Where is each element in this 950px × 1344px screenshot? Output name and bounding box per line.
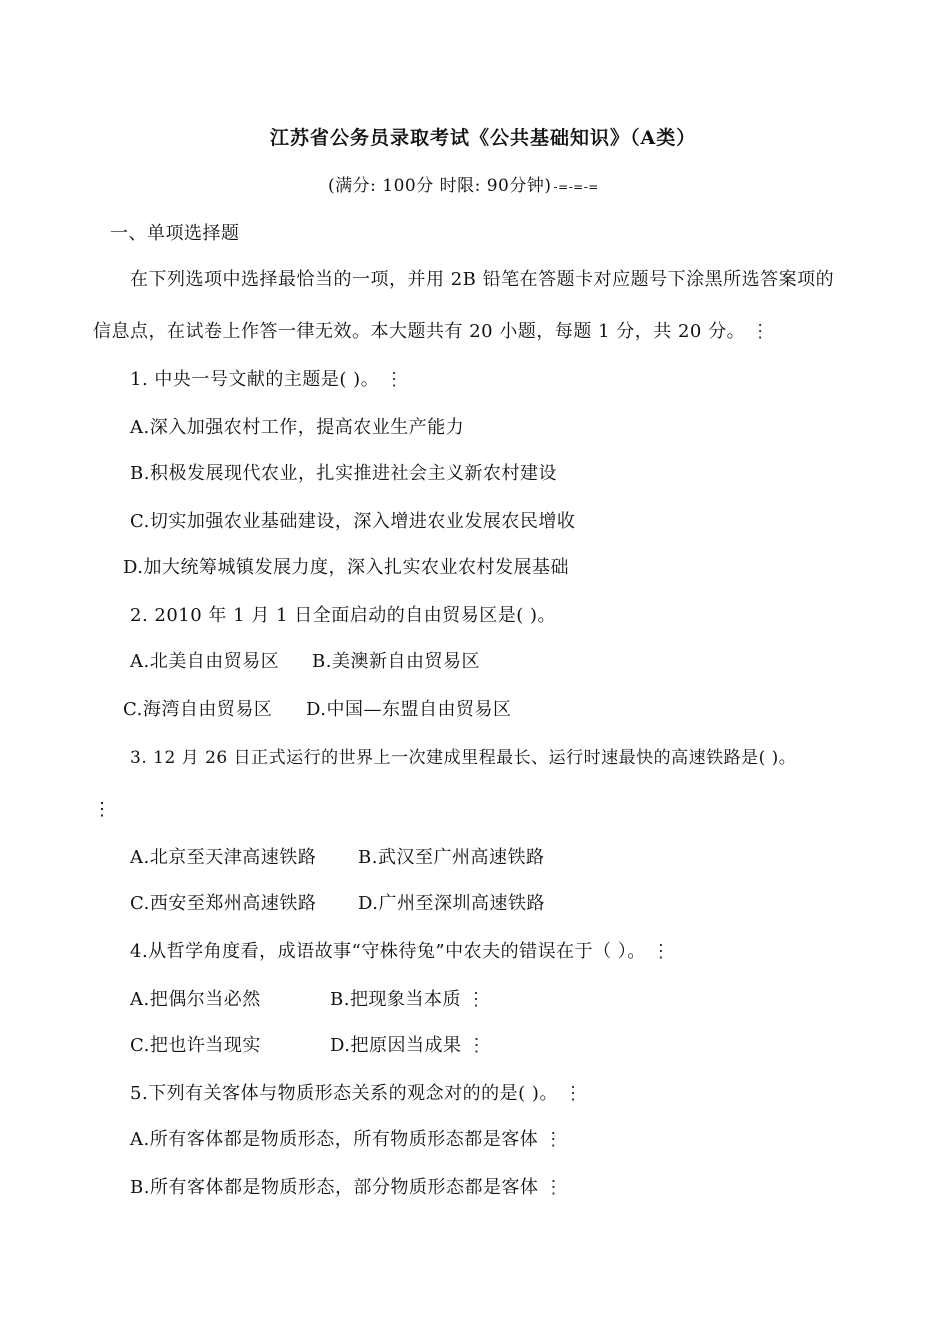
margin-mark: ⋮ <box>563 1083 583 1104</box>
question-3-option-c: C.西安至郑州高速铁路 <box>130 893 317 914</box>
question-4-option-d-text: D.把原因当成果 <box>330 1035 462 1056</box>
margin-mark: ⋮ <box>385 369 404 390</box>
question-5-stem <box>130 1082 582 1106</box>
question-4-stem <box>130 940 670 964</box>
question-5-option-b <box>130 1176 563 1200</box>
subtitle-tail: -=-=-= <box>553 180 599 194</box>
section-heading: 一、单项选择题 <box>110 223 240 244</box>
question-1-option-d: D.加大统筹城镇发展力度，深入扎实农业农村发展基础 <box>123 557 570 578</box>
document-subtitle <box>328 174 599 199</box>
question-1-option-b: B.积极发展现代农业，扎实推进社会主义新农村建设 <box>130 463 557 484</box>
margin-mark: ⋮ <box>93 799 112 820</box>
margin-mark: ⋮ <box>544 1177 563 1198</box>
question-5-option-b-text: B.所有客体都是物质形态，部分物质形态都是客体 <box>130 1177 539 1198</box>
question-2-option-c: C.海湾自由贸易区 <box>123 699 273 720</box>
question-3-option-b: B.武汉至广州高速铁路 <box>358 847 545 868</box>
question-1-option-c: C.切实加强农业基础建设，深入增进农业发展农民增收 <box>130 511 576 532</box>
instructions-line-2 <box>93 320 770 344</box>
question-4-option-b <box>330 988 485 1012</box>
question-4-option-b-text: B.把现象当本质 <box>330 989 461 1010</box>
instructions-line-2-text: 信息点，在试卷上作答一律无效。本大题共有 20 小题，每题 1 分，共 20 分。 <box>93 321 746 342</box>
margin-mark: ⋮ <box>751 321 770 342</box>
question-5-stem-text: 5.下列有关客体与物质形态关系的观念对的的是( )。 <box>130 1083 558 1104</box>
margin-mark: ⋮ <box>467 1035 487 1056</box>
margin-mark: ⋮ <box>651 941 671 962</box>
margin-mark: ⋮ <box>466 989 486 1010</box>
subtitle-text: (满分: 100分 时限: 90分钟) <box>328 176 552 196</box>
question-4-option-c: C.把也许当现实 <box>130 1035 261 1056</box>
question-5-option-a <box>130 1128 563 1152</box>
question-3-option-d: D.广州至深圳高速铁路 <box>358 893 546 914</box>
question-2-option-d: D.中国—东盟自由贸易区 <box>306 699 512 720</box>
question-4-option-a: A.把偶尔当必然 <box>130 989 261 1010</box>
question-4-option-d <box>330 1034 486 1058</box>
question-1-option-a: A.深入加强农村工作，提高农业生产能力 <box>130 417 465 438</box>
margin-mark: ⋮ <box>544 1129 563 1150</box>
question-2-option-a: A.北美自由贸易区 <box>130 651 280 672</box>
question-2-option-b: B.美澳新自由贸易区 <box>312 651 480 672</box>
question-5-option-a-text: A.所有客体都是物质形态，所有物质形态都是客体 <box>130 1129 539 1150</box>
question-2-stem: 2. 2010 年 1 月 1 日全面启动的自由贸易区是( )。 <box>130 605 556 626</box>
question-4-stem-text: 4.从哲学角度看，成语故事“守株待兔”中农夫的错误在于（ ）。 <box>130 941 646 962</box>
question-3-stem: 3. 12 月 26 日正式运行的世界上一次建成里程最长、运行时速最快的高速铁路是( )。 <box>130 748 797 768</box>
instructions-line-1: 在下列选项中选择最恰当的一项，并用 2B 铅笔在答题卡对应题号下涂黑所选答案项的 <box>130 269 835 290</box>
question-1-stem-text: 1. 中央一号文献的主题是( )。 <box>130 369 380 390</box>
question-1-stem <box>130 368 404 392</box>
document-title: 江苏省公务员录取考试《公共基础知识》（A类） <box>270 127 697 149</box>
question-3-option-a: A.北京至天津高速铁路 <box>130 847 317 868</box>
